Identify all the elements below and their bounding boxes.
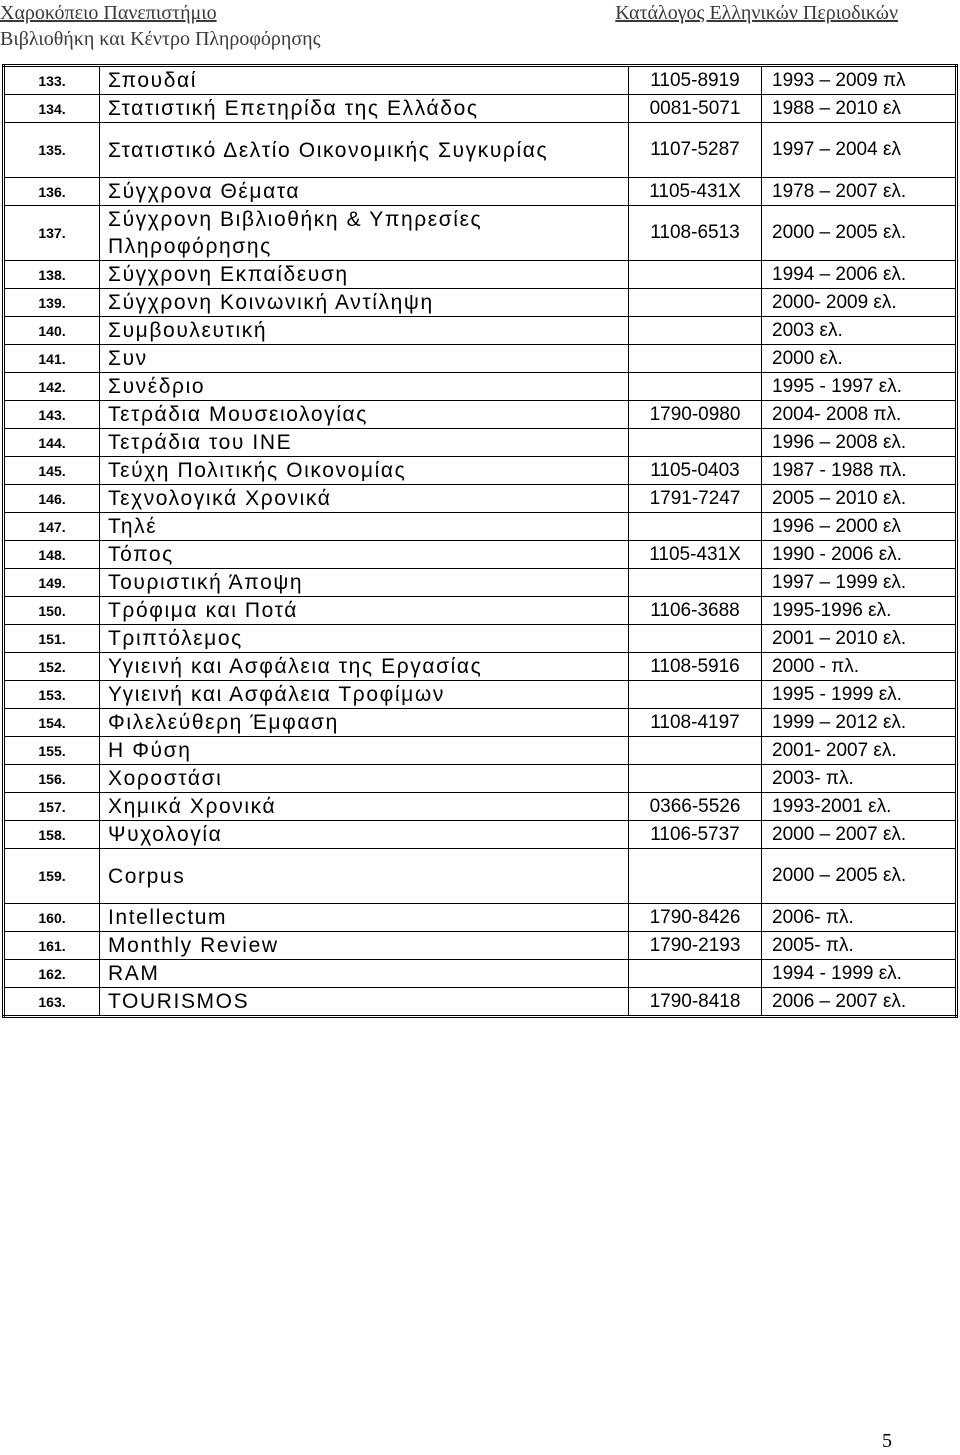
years-cell: 1994 - 1999 ελ. bbox=[762, 960, 957, 988]
periodical-title: Φιλελεύθερη Έμφαση bbox=[100, 709, 629, 737]
issn-cell bbox=[629, 849, 762, 904]
years-cell: 2003- πλ. bbox=[762, 765, 957, 793]
years-cell: 2000- 2009 ελ. bbox=[762, 289, 957, 317]
periodical-title: Σύγχρονη Κοινωνική Αντίληψη bbox=[100, 289, 629, 317]
periodical-title: Τριπτόλεμος bbox=[100, 625, 629, 653]
years-cell: 1996 – 2008 ελ. bbox=[762, 429, 957, 457]
periodical-title: Συμβουλευτική bbox=[100, 317, 629, 345]
periodicals-table-body bbox=[4, 66, 957, 1017]
table-row bbox=[4, 569, 957, 597]
row-number: 133. bbox=[4, 66, 100, 95]
periodical-title: Σύγχρονα Θέματα bbox=[100, 178, 629, 206]
row-number: 136. bbox=[4, 178, 100, 206]
years-cell: 2004- 2008 πλ. bbox=[762, 401, 957, 429]
years-cell: 1978 – 2007 ελ. bbox=[762, 178, 957, 206]
periodical-title: Τεύχη Πολιτικής Οικονομίας bbox=[100, 457, 629, 485]
periodical-title: TOURISMOS bbox=[100, 988, 629, 1017]
issn-cell: 1790-8426 bbox=[629, 904, 762, 932]
row-number: 160. bbox=[4, 904, 100, 932]
years-cell: 1995 - 1997 ελ. bbox=[762, 373, 957, 401]
row-number: 151. bbox=[4, 625, 100, 653]
row-number: 148. bbox=[4, 541, 100, 569]
table-row bbox=[4, 765, 957, 793]
table-row bbox=[4, 66, 957, 95]
row-number: 138. bbox=[4, 261, 100, 289]
issn-cell bbox=[629, 373, 762, 401]
issn-cell bbox=[629, 289, 762, 317]
periodical-title: Σπουδαί bbox=[100, 66, 629, 95]
row-number: 135. bbox=[4, 123, 100, 178]
issn-cell bbox=[629, 513, 762, 541]
issn-cell: 1790-8418 bbox=[629, 988, 762, 1017]
years-cell: 2001 – 2010 ελ. bbox=[762, 625, 957, 653]
periodical-title: Monthly Review bbox=[100, 932, 629, 960]
row-number: 142. bbox=[4, 373, 100, 401]
row-number: 152. bbox=[4, 653, 100, 681]
years-cell: 1987 - 1988 πλ. bbox=[762, 457, 957, 485]
institution-name: Χαροκόπειο Πανεπιστήμιο bbox=[0, 2, 217, 24]
row-number: 157. bbox=[4, 793, 100, 821]
periodical-title: Τετράδια Μουσειολογίας bbox=[100, 401, 629, 429]
table-row bbox=[4, 960, 957, 988]
row-number: 146. bbox=[4, 485, 100, 513]
table-row bbox=[4, 849, 957, 904]
periodicals-table bbox=[2, 64, 958, 1018]
row-number: 161. bbox=[4, 932, 100, 960]
periodical-title: Σύγχρονη Εκπαίδευση bbox=[100, 261, 629, 289]
periodical-title: Τεχνολογικά Χρονικά bbox=[100, 485, 629, 513]
table-row bbox=[4, 737, 957, 765]
table-row bbox=[4, 401, 957, 429]
periodical-title: Σύγχρονη Βιβλιοθήκη & Υπηρεσίες Πληροφόρησης bbox=[100, 206, 629, 261]
table-row bbox=[4, 457, 957, 485]
periodical-title: Ψυχολογία bbox=[100, 821, 629, 849]
years-cell: 2006 – 2007 ελ. bbox=[762, 988, 957, 1017]
row-number: 156. bbox=[4, 765, 100, 793]
periodical-title: Υγιεινή και Ασφάλεια της Εργασίας bbox=[100, 653, 629, 681]
row-number: 147. bbox=[4, 513, 100, 541]
years-cell: 1993 – 2009 πλ bbox=[762, 66, 957, 95]
years-cell: 1997 – 1999 ελ. bbox=[762, 569, 957, 597]
row-number: 143. bbox=[4, 401, 100, 429]
years-cell: 1993-2001 ελ. bbox=[762, 793, 957, 821]
table-row bbox=[4, 373, 957, 401]
periodical-title: Τουριστική Άποψη bbox=[100, 569, 629, 597]
table-row bbox=[4, 597, 957, 625]
row-number: 163. bbox=[4, 988, 100, 1017]
row-number: 159. bbox=[4, 849, 100, 904]
table-row bbox=[4, 653, 957, 681]
years-cell: 1995-1996 ελ. bbox=[762, 597, 957, 625]
issn-cell: 1108-6513 bbox=[629, 206, 762, 261]
page-number: 5 bbox=[882, 1430, 892, 1452]
periodical-title: Συν bbox=[100, 345, 629, 373]
years-cell: 2005- πλ. bbox=[762, 932, 957, 960]
issn-cell: 1107-5287 bbox=[629, 123, 762, 178]
issn-cell: 0081-5071 bbox=[629, 95, 762, 123]
periodical-title: Τετράδια του ΙΝΕ bbox=[100, 429, 629, 457]
catalog-title: Κατάλογος Ελληνικών Περιοδικών bbox=[615, 2, 898, 24]
years-cell: 2000 – 2007 ελ. bbox=[762, 821, 957, 849]
years-cell: 1997 – 2004 ελ bbox=[762, 123, 957, 178]
years-cell: 2001- 2007 ελ. bbox=[762, 737, 957, 765]
issn-cell: 1106-5737 bbox=[629, 821, 762, 849]
issn-cell bbox=[629, 345, 762, 373]
table-row bbox=[4, 988, 957, 1017]
years-cell: 2005 – 2010 ελ. bbox=[762, 485, 957, 513]
table-row bbox=[4, 541, 957, 569]
table-row bbox=[4, 429, 957, 457]
table-row bbox=[4, 345, 957, 373]
table-row bbox=[4, 932, 957, 960]
years-cell: 1988 – 2010 ελ bbox=[762, 95, 957, 123]
issn-cell bbox=[629, 625, 762, 653]
row-number: 145. bbox=[4, 457, 100, 485]
issn-cell bbox=[629, 737, 762, 765]
issn-cell: 0366-5526 bbox=[629, 793, 762, 821]
issn-cell: 1105-8919 bbox=[629, 66, 762, 95]
row-number: 134. bbox=[4, 95, 100, 123]
issn-cell: 1105-0403 bbox=[629, 457, 762, 485]
periodical-title: Intellectum bbox=[100, 904, 629, 932]
issn-cell bbox=[629, 681, 762, 709]
years-cell: 1996 – 2000 ελ bbox=[762, 513, 957, 541]
years-cell: 2006- πλ. bbox=[762, 904, 957, 932]
periodical-title: Χημικά Χρονικά bbox=[100, 793, 629, 821]
table-row bbox=[4, 625, 957, 653]
periodical-title: Στατιστική Επετηρίδα της Ελλάδος bbox=[100, 95, 629, 123]
table-row bbox=[4, 513, 957, 541]
years-cell: 2000 ελ. bbox=[762, 345, 957, 373]
years-cell: 2000 – 2005 ελ. bbox=[762, 206, 957, 261]
table-row bbox=[4, 261, 957, 289]
row-number: 153. bbox=[4, 681, 100, 709]
issn-cell: 1791-7247 bbox=[629, 485, 762, 513]
table-row bbox=[4, 123, 957, 178]
row-number: 155. bbox=[4, 737, 100, 765]
issn-cell: 1790-0980 bbox=[629, 401, 762, 429]
periodical-title: Χοροστάσι bbox=[100, 765, 629, 793]
table-row bbox=[4, 793, 957, 821]
table-row bbox=[4, 206, 957, 261]
table-row bbox=[4, 289, 957, 317]
issn-cell: 1106-3688 bbox=[629, 597, 762, 625]
years-cell: 2000 – 2005 ελ. bbox=[762, 849, 957, 904]
issn-cell bbox=[629, 569, 762, 597]
row-number: 140. bbox=[4, 317, 100, 345]
page-header bbox=[0, 0, 960, 56]
issn-cell: 1790-2193 bbox=[629, 932, 762, 960]
issn-cell bbox=[629, 960, 762, 988]
periodical-title: Τόπος bbox=[100, 541, 629, 569]
years-cell: 1990 - 2006 ελ. bbox=[762, 541, 957, 569]
table-row bbox=[4, 821, 957, 849]
issn-cell bbox=[629, 317, 762, 345]
periodical-title: Corpus bbox=[100, 849, 629, 904]
years-cell: 1994 – 2006 ελ. bbox=[762, 261, 957, 289]
department-name: Βιβλιοθήκη και Κέντρο Πληροφόρησης bbox=[0, 28, 321, 50]
issn-cell: 1108-4197 bbox=[629, 709, 762, 737]
issn-cell bbox=[629, 429, 762, 457]
periodical-title: RAM bbox=[100, 960, 629, 988]
row-number: 154. bbox=[4, 709, 100, 737]
issn-cell bbox=[629, 261, 762, 289]
table-row bbox=[4, 95, 957, 123]
table-row bbox=[4, 681, 957, 709]
issn-cell: 1105-431X bbox=[629, 541, 762, 569]
row-number: 137. bbox=[4, 206, 100, 261]
periodical-title: Στατιστικό Δελτίο Οικονομικής Συγκυρίας bbox=[100, 123, 629, 178]
row-number: 149. bbox=[4, 569, 100, 597]
table-row bbox=[4, 904, 957, 932]
periodical-title: Υγιεινή και Ασφάλεια Τροφίμων bbox=[100, 681, 629, 709]
row-number: 150. bbox=[4, 597, 100, 625]
periodical-title: Τρόφιμα και Ποτά bbox=[100, 597, 629, 625]
row-number: 139. bbox=[4, 289, 100, 317]
row-number: 158. bbox=[4, 821, 100, 849]
years-cell: 1995 - 1999 ελ. bbox=[762, 681, 957, 709]
issn-cell: 1105-431X bbox=[629, 178, 762, 206]
row-number: 162. bbox=[4, 960, 100, 988]
years-cell: 2003 ελ. bbox=[762, 317, 957, 345]
table-row bbox=[4, 178, 957, 206]
table-row bbox=[4, 485, 957, 513]
periodical-title: Τηλέ bbox=[100, 513, 629, 541]
years-cell: 1999 – 2012 ελ. bbox=[762, 709, 957, 737]
periodical-title: Η Φύση bbox=[100, 737, 629, 765]
table-row bbox=[4, 709, 957, 737]
table-row bbox=[4, 317, 957, 345]
periodical-title: Συνέδριο bbox=[100, 373, 629, 401]
years-cell: 2000 - πλ. bbox=[762, 653, 957, 681]
row-number: 141. bbox=[4, 345, 100, 373]
issn-cell bbox=[629, 765, 762, 793]
row-number: 144. bbox=[4, 429, 100, 457]
issn-cell: 1108-5916 bbox=[629, 653, 762, 681]
periodicals-table-wrapper bbox=[2, 64, 958, 1018]
